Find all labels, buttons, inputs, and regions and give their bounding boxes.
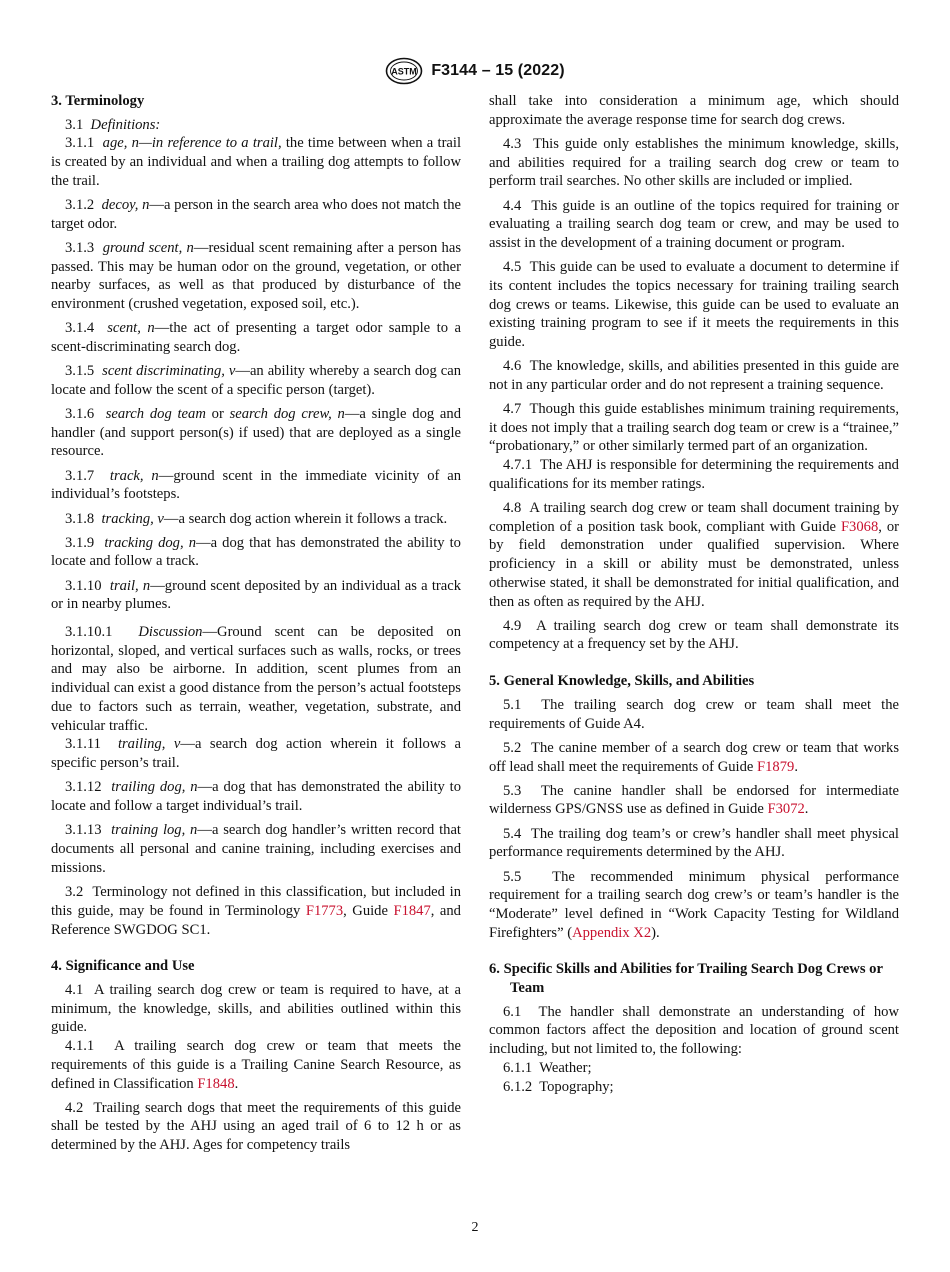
para-3-1-4: 3.1.4 scent, n—the act of presenting a target odor sample to a scent-discriminating search dog. [51,320,461,355]
page-header [0,54,950,88]
section-6-heading: 6. Specific Skills and Abilities for Trailing Search Dog Crews or Team [489,961,883,997]
para-3-1-13: 3.1.13 training log, n—a search dog handler’s written record that documents all personal and canine training, including exercises and missions. [51,822,461,876]
para-3-1-11: 3.1.11 trailing, v—a search dog action wherein it follows a specific person’s trail. [51,736,462,771]
para-6-1-1: 6.1.1 Weather; [503,1059,592,1076]
para-3-1-10-1: 3.1.10.1 Discussion—Ground scent can be deposited on horizontal, sloped, and vertical surfaces such as walls, rocks, or trees and may also be airborne. In addition, scent plumes from an individual can exist a good distance from the person’s actual footsteps due to factors such as terrain, weather, vegetation, substrate, and vehicular traffic. [51,624,461,734]
ref-link-f3068[interactable]: F3068 [840,518,879,535]
para-3-1-10: 3.1.10 trail, n—ground scent deposited by an individual as a track or in nearby plumes. [51,577,462,613]
para-6-1-2: 6.1.2 Topography; [503,1078,614,1095]
para-3-1-2: 3.1.2 decoy, n—a person in the search area who does not match the target odor. [51,197,461,232]
para-3-1-8: 3.1.8 tracking, v—a search dog action wherein it follows a track. [65,510,448,527]
ref-link-f3072[interactable]: F3072 [767,801,805,818]
astm-logo [385,57,423,85]
ref-link-appendix-x2[interactable]: Appendix X2 [572,924,652,941]
para-4-8: 4.8 A trailing search dog crew or team shall document training by completion of a position task book, compliant with Guide F3068, or by field demonstration under qualified supervision. Where proficiency in a skill or ability must be demonstrated, unless otherwise stated, it shall be demonstrated for initial qualification, and then as often as required by the AHJ. [489,500,899,610]
para-4-9: 4.9 A trailing search dog crew or team shall demonstrate its competency at a frequency set by the AHJ. [489,617,899,653]
ref-link-f1847[interactable]: F1847 [393,902,431,919]
para-4-6: 4.6 The knowledge, skills, and abilities presented in this guide are not in any particular order and do not represent a training sequence. [489,358,899,393]
para-3-1-9: 3.1.9 tracking dog, n—a dog that has demonstrated the ability to locate and follow a track. [51,534,461,570]
para-3-1-6: 3.1.6 search dog team or search dog crew, n—a single dog and handler (and support person(s) if used) that are deployed as a single resource. [51,406,461,460]
para-3-1-12: 3.1.12 trailing dog, n—a dog that has demonstrated the ability to locate and follow a target individual’s trail. [51,779,462,814]
para-5-5: 5.5 The recommended minimum physical performance requirement for a trailing search dog crew’s or team’s handler is the “Moderate” level defined in “Work Capacity Testing for Wildland Firefighters” (Appendix X2). [489,868,899,941]
page-number: 2 [471,1220,479,1235]
section-5-heading: 5. General Knowledge, Skills, and Abilities [489,673,755,690]
para-5-1: 5.1 The trailing search dog crew or team shall meet the requirements of Guide A4. [489,696,899,732]
ref-link-f1773[interactable]: F1773 [305,902,344,919]
para-5-2: 5.2 The canine member of a search dog crew or team that works off lead shall meet the requirements of Guide F1879. [489,739,900,775]
para-4-1-1: 4.1.1 A trailing search dog crew or team that meets the requirements of this guide is a Trailing Canine Search Resource, as defined in Classification F1848. [51,1038,461,1092]
para-4-7: 4.7 Though this guide establishes minimum training requirements, it does not imply that a trailing search dog team or crew is a “trainee,” “probationary,” or other similarly termed part of an organization. [489,401,899,455]
section-4-heading: 4. Significance and Use [51,958,195,975]
para-4-2-continued: shall take into consideration a minimum age, which should approximate the average response time for search dog crews. [489,93,899,128]
ref-link-f1879[interactable]: F1879 [757,758,795,775]
para-3-1-5: 3.1.5 scent discriminating, v—an ability whereby a search dog can locate and follow the scent of a specific person (target). [51,363,461,398]
para-3-1-3: 3.1.3 ground scent, n—residual scent remaining after a person has passed. This may be human odor on the ground, vegetation, or other nearby surfaces, as well as that produced by disturbance of the environment (crushed vegetation, exposed soil, etc.). [51,239,461,313]
left-column [51,92,461,1160]
para-4-2: 4.2 Trailing search dogs that meet the requirements of this guide shall be tested by the AHJ using an aged trail of 6 to 12 h or as determined by the AHJ. Ages for competency trails [51,1099,461,1154]
para-4-3: 4.3 This guide only establishes the minimum knowledge, skills, and abilities required for a trailing search dog crew or team to perform trail searches. No other skills are included or implied. [489,135,899,190]
para-5-3: 5.3 The canine handler shall be endorsed for intermediate wilderness GPS/GNSS use as defined in Guide F3072. [489,782,899,818]
para-5-4: 5.4 The trailing dog team’s or crew’s handler shall meet physical performance requirements determined by the AHJ. [489,825,899,861]
ref-link-f1848[interactable]: F1848 [197,1075,235,1092]
para-4-4: 4.4 This guide is an outline of the topics required for training or evaluating a trailing search dog team or crew, and may be used to assist in the development of a training document or program. [489,197,899,251]
para-3-1-7: 3.1.7 track, n—ground scent in the immediate vicinity of an individual’s footsteps. [51,467,461,503]
para-4-1: 4.1 A trailing search dog crew or team is required to have, at a minimum, the knowledge, skills, and abilities outlined within this guide. [51,982,461,1036]
right-column [489,92,899,1096]
para-3-1-1: 3.1.1 age, n—in reference to a trail, the time between when a trail is created by an individual and when a trailing dog attempts to follow the trail. [51,135,462,189]
svg-text:ASTM: ASTM [391,66,418,77]
para-4-5: 4.5 This guide can be used to evaluate a document to determine if its content includes the topics necessary for training trailing search dog crews or teams. Likewise, this guide can be used to evaluate an existing training program to see if it meets the requirements in this guide. [489,259,899,350]
para-3-2: 3.2 Terminology not defined in this classification, but included in this guide, may be found in Terminology F1773, Guide F1847, and Reference SWGDOG SC1. [51,884,461,938]
document-id: F3144 – 15 (2022) [431,62,565,79]
para-4-7-1: 4.7.1 The AHJ is responsible for determining the requirements and qualifications for its member ratings. [489,457,899,492]
para-6-1: 6.1 The handler shall demonstrate an understanding of how common factors affect the deposition and location of ground scent including, but not limited to, the following: [489,1003,899,1058]
para-3-1: 3.1 Definitions: [65,116,161,133]
section-3-heading: 3. Terminology [51,93,145,109]
